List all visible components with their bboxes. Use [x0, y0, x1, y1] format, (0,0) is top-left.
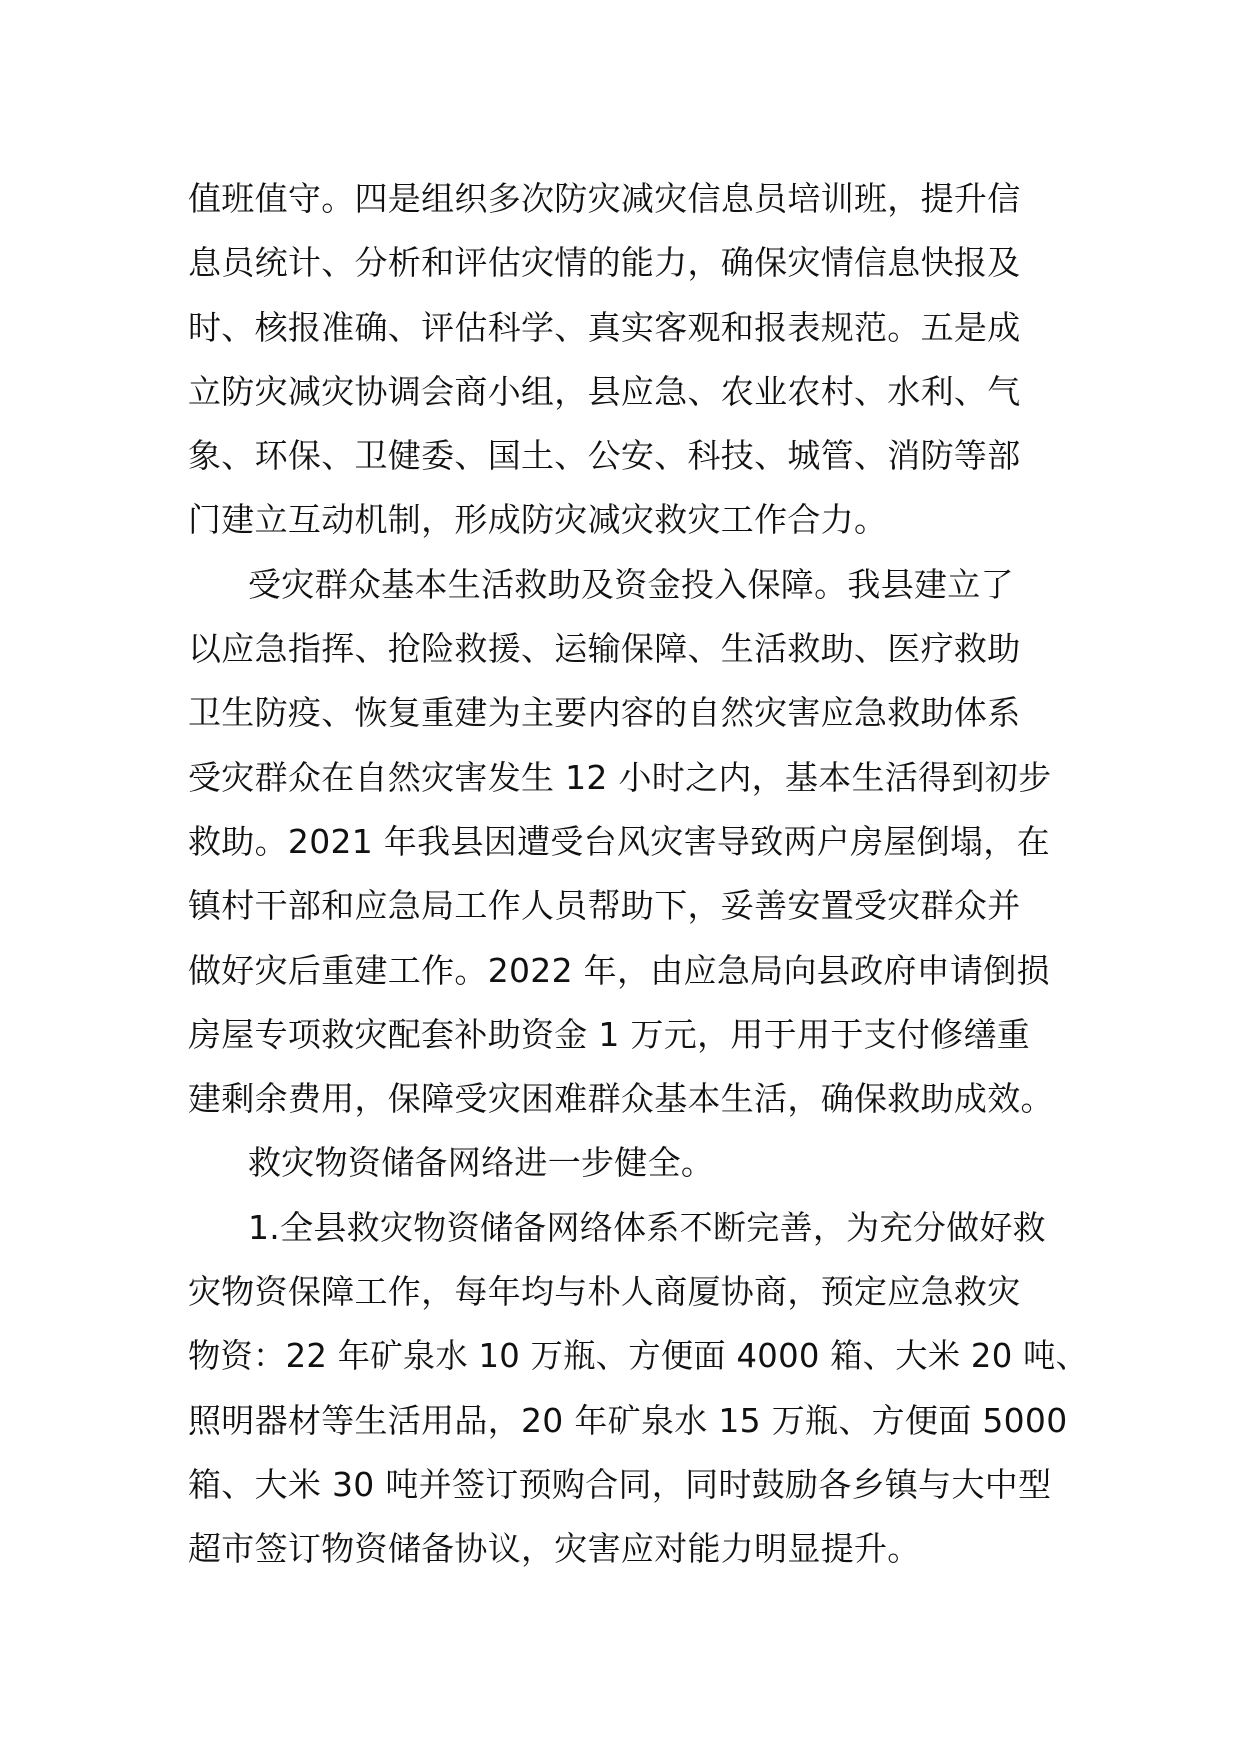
text-line: 做好灾后重建工作。2022 年，由应急局向县政府申请倒损 — [188, 950, 1050, 990]
text-line: 时、核报准确、评估科学、真实客观和报表规范。五是成 — [188, 307, 1021, 347]
text-line: 1.全县救灾物资储备网络体系不断完善，为充分做好救 — [248, 1207, 1046, 1247]
text-line: 息员统计、分析和评估灾情的能力，确保灾情信息快报及 — [188, 243, 1021, 283]
text-line: 门建立互动机制，形成防灾减灾救灾工作合力。 — [188, 500, 888, 540]
text-line: 建剩余费用，保障受灾困难群众基本生活，确保救助成效。 — [188, 1079, 1054, 1119]
body-text — [188, 167, 1089, 1582]
text-line: 立防灾减灾协调会商小组，县应急、农业农村、水利、气 — [188, 371, 1021, 411]
text-line: 以应急指挥、抢险救援、运输保障、生活救助、医疗救助 — [188, 629, 1021, 669]
text-line: 物资：22 年矿泉水 10 万瓶、方便面 4000 箱、大米 20 吨、 — [188, 1336, 1089, 1376]
text-line: 值班值守。四是组织多次防灾减灾信息员培训班，提升信 — [188, 179, 1021, 218]
text-line: 箱、大米 30 吨并签订预购合同，同时鼓励各乡镇与大中型 — [188, 1464, 1052, 1504]
text-line: 受灾群众在自然灾害发生 12 小时之内，基本生活得到初步 — [188, 757, 1052, 797]
text-line: 镇村干部和应急局工作人员帮助下，妥善安置受灾群众并 — [188, 886, 1021, 926]
text-line: 超市签订物资储备协议，灾害应对能力明显提升。 — [188, 1529, 921, 1569]
text-line: 卫生防疫、恢复重建为主要内容的自然灾害应急救助体系 — [188, 693, 1021, 733]
text-line: 救灾物资储备网络进一步健全。 — [248, 1143, 715, 1183]
text-line: 照明器材等生活用品，20 年矿泉水 15 万瓶、方便面 5000 — [188, 1400, 1068, 1440]
text-line: 象、环保、卫健委、国土、公安、科技、城管、消防等部 — [188, 436, 1021, 476]
text-line: 灾物资保障工作，每年均与朴人商厦协商，预定应急救灾 — [188, 1272, 1021, 1312]
text-line: 救助。2021 年我县因遭受台风灾害导致两户房屋倒塌，在 — [188, 821, 1050, 861]
text-line: 受灾群众基本生活救助及资金投入保障。我县建立了 — [248, 564, 1014, 604]
text-line: 房屋专项救灾配套补助资金 1 万元，用于用于支付修缮重 — [188, 1014, 1031, 1054]
